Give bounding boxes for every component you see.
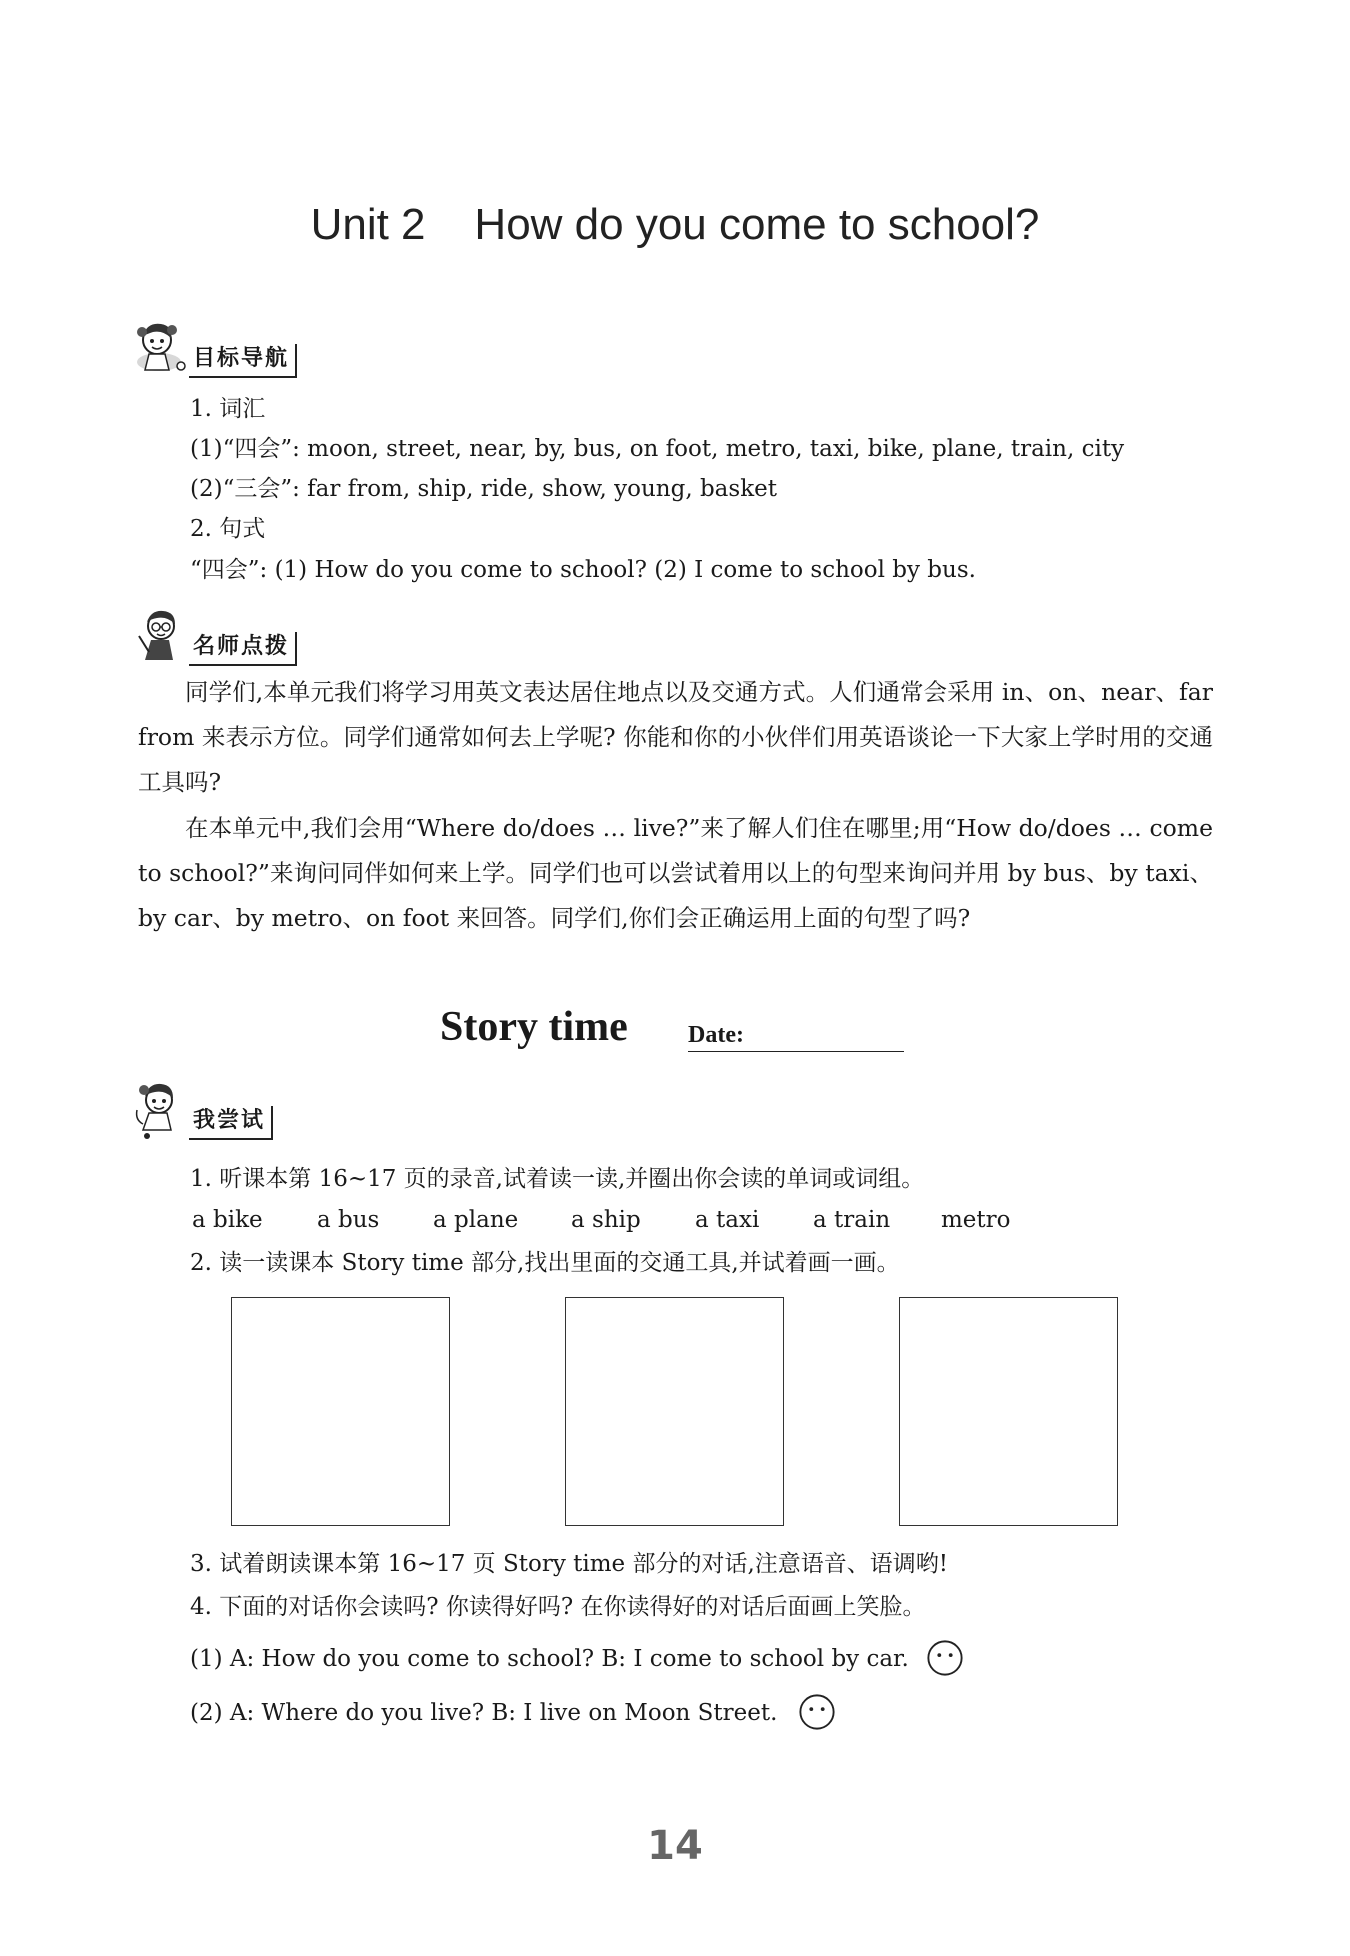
section-header-tips — [133, 606, 297, 666]
question-1: 1. 听课本第 16~17 页的录音,试着读一读,并圈出你会读的单词或词组。 — [190, 1166, 925, 1192]
story-time-title: Story time — [440, 1004, 628, 1050]
tips-paragraph-1: 同学们,本单元我们将学习用英文表达居住地点以及交通方式。人们通常会采用 in、on、near、far from 来表示方位。同学们通常如何去上学呢? 你能和你的小伙伴们用英语谈论一下大家上学时用的交通工具吗? — [138, 678, 1213, 796]
dialog-1: (1) A: How do you come to school? B: I come to school by car. — [190, 1646, 909, 1672]
section-header-goals — [133, 318, 297, 378]
tips-paragraph-2: 在本单元中,我们会用“Where do/does … live?”来了解人们住在哪里;用“How do/does … come to school?”来询问同伴如何来上学。同学们也可以尝试着用以上的句型来询问并用 by bus、by taxi、by car、by metro、on foot 来回答。同学们,你们会正确运用上面的句型了吗? — [138, 814, 1213, 932]
question-2: 2. 读一读课本 Story time 部分,找出里面的交通工具,并试着画一画。 — [190, 1250, 900, 1276]
dialog-2: (2) A: Where do you live? B: I live on Moon Street. — [190, 1700, 778, 1726]
vocab-heading: 1. 词汇 — [190, 396, 266, 422]
drawing-box-3[interactable] — [899, 1297, 1118, 1526]
word-plane[interactable]: a plane — [433, 1207, 519, 1233]
mascot-kid-icon — [133, 1080, 193, 1140]
question-4: 4. 下面的对话你会读吗? 你读得好吗? 在你读得好的对话后面画上笑脸。 — [190, 1594, 926, 1620]
section-label-tips: 名师点拨 — [189, 632, 297, 666]
word-taxi[interactable]: a taxi — [695, 1207, 760, 1233]
sentence-heading: 2. 句式 — [190, 516, 266, 542]
section-header-try — [133, 1080, 273, 1140]
drawing-box-1[interactable] — [231, 1297, 450, 1526]
word-train[interactable]: a train — [813, 1207, 891, 1233]
word-bike[interactable]: a bike — [192, 1207, 263, 1233]
section-label-goals: 目标导航 — [189, 344, 297, 378]
section-label-try: 我尝试 — [189, 1106, 273, 1140]
mascot-girl-icon — [133, 318, 193, 378]
vocab-four-skills: (1)“四会”: moon, street, near, by, bus, on foot, metro, taxi, bike, plane, train, city — [190, 436, 1125, 462]
date-field[interactable]: Date: — [688, 1022, 904, 1052]
word-bus[interactable]: a bus — [317, 1207, 380, 1233]
drawing-box-2[interactable] — [565, 1297, 784, 1526]
sentence-patterns: “四会”: (1) How do you come to school? (2) I come to school by bus. — [190, 557, 976, 583]
question-3: 3. 试着朗读课本第 16~17 页 Story time 部分的对话,注意语音、语调哟! — [190, 1551, 949, 1577]
smiley-face-icon[interactable] — [926, 1639, 964, 1677]
page-title: Unit 2 How do you come to school? — [310, 200, 1040, 249]
smiley-face-icon[interactable] — [798, 1693, 836, 1731]
vocab-three-skills: (2)“三会”: far from, ship, ride, show, young, basket — [190, 476, 777, 502]
word-ship[interactable]: a ship — [571, 1207, 641, 1233]
page-number: 14 — [647, 1823, 703, 1869]
word-metro[interactable]: metro — [941, 1207, 1011, 1233]
mascot-teacher-icon — [133, 606, 193, 666]
